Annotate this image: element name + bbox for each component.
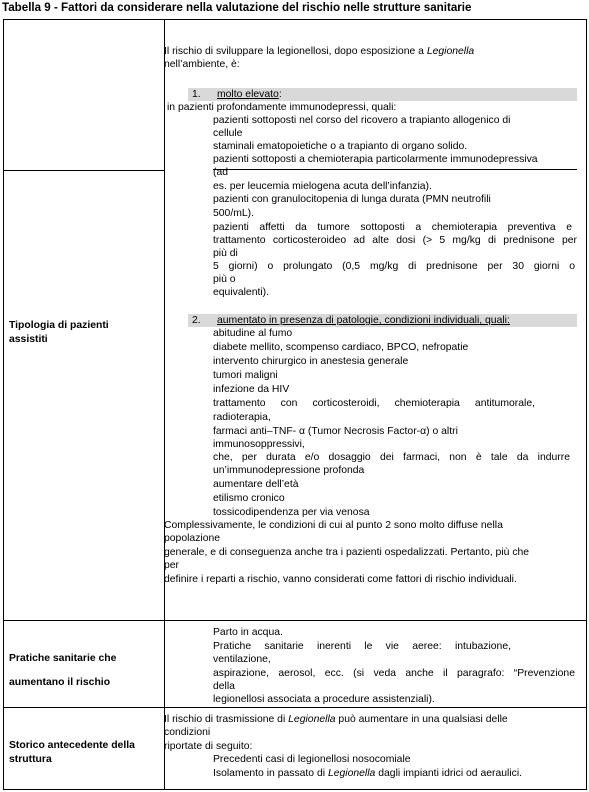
- list-item: che, per durata e/o dosaggio dei farmaci, non è tale da indurre: [213, 452, 570, 463]
- list-item: più di: [213, 248, 238, 259]
- list-item: es. per leucemia mielogena acuta dell’infanzia).: [213, 181, 432, 192]
- storico-intro-line3: riportate di seguito:: [164, 741, 253, 752]
- list-item: cellule: [213, 128, 243, 139]
- list-item: trattamento corticosteroideo ad alte dosi (> 5 mg/kg di prednisone per: [213, 235, 577, 246]
- list-item: (ad: [213, 167, 229, 178]
- list-item: tumori maligni: [213, 370, 278, 381]
- item1-lead: in pazienti profondamente immunodepressi, quali:: [167, 102, 397, 113]
- row-divider-2: [4, 707, 586, 708]
- item1-number: 1.: [192, 89, 201, 100]
- list-item: intervento chirurgico in anestesia generale: [213, 356, 409, 367]
- list-item: 500/mL).: [213, 208, 255, 219]
- list-item: Parto in acqua.: [213, 627, 283, 638]
- column-divider: [164, 20, 165, 789]
- item2-number: 2.: [192, 315, 201, 326]
- list-item: tossicodipendenza per via venosa: [213, 507, 370, 518]
- list-item: Precedenti casi di legionellosi nosocomiale: [213, 754, 411, 765]
- list-item: diabete mellito, scompenso cardiaco, BPCO, nefropatie: [213, 342, 469, 353]
- divider-rule: [213, 169, 577, 170]
- item1-heading: molto elevato:: [217, 89, 282, 100]
- row-label-storico: Storico antecedente della struttura: [9, 740, 135, 765]
- list-item: radioterapia,: [213, 412, 271, 423]
- list-item: abitudine al fumo: [213, 328, 293, 339]
- item2-heading: aumentato in presenza di patologie, condizioni individuali, quali:: [217, 315, 510, 326]
- list-item: pazienti sottoposti a chemioterapia particolarmente immunodepressiva: [213, 154, 538, 165]
- list-item: Isolamento in passato di Legionella dagli impianti idrici od aeraulici.: [213, 768, 523, 779]
- list-item: pazienti affetti da tumore sottoposti a chemioterapia preventiva e: [213, 222, 572, 233]
- closing-text: definire i reparti a rischio, vanno considerati come fattori di rischio individuali.: [164, 574, 517, 585]
- table-title: Tabella 9 - Fattori da considerare nella valutazione del rischio nelle strutture sanitarie: [2, 1, 472, 14]
- tipologia-intro-line2: nell’ambiente, è:: [164, 59, 240, 70]
- list-item: farmaci anti–TNF- α (Tumor Necrosis Factor-α) o altri: [213, 426, 458, 437]
- list-item: pazienti sottoposti nel corso del ricovero a trapianto allogenico di: [213, 115, 511, 126]
- list-item: equivalenti).: [213, 287, 270, 298]
- row-divider-1: [4, 620, 586, 621]
- row-label-tipologia: Tipologia di pazienti assistiti: [9, 320, 109, 345]
- list-item: trattamento con corticosteroidi, chemioterapia antitumorale,: [213, 398, 535, 409]
- closing-text: generale, e di conseguenza anche tra i pazienti ospedalizzati. Pertanto, più che: [164, 547, 530, 558]
- list-item: ventilazione,: [213, 654, 271, 665]
- list-item: un’immunodepressione profonda: [213, 465, 365, 476]
- list-item: immunosoppressivi,: [213, 439, 305, 450]
- row-divider-partial: [4, 170, 164, 171]
- list-item: legionellosi associata a procedure assistenziali).: [213, 694, 435, 705]
- list-item: Pratiche sanitarie inerenti le vie aeree: intubazione,: [213, 641, 511, 652]
- closing-text: per: [164, 560, 180, 571]
- list-item: più o: [213, 274, 236, 285]
- list-item: infezione da HIV: [213, 384, 290, 395]
- closing-text: Complessivamente, le condizioni di cui al punto 2 sono molto diffuse nella: [164, 520, 503, 531]
- list-item: aumentare dell’età: [213, 479, 299, 490]
- row-label-pratiche: Pratiche sanitarie che aumentano il rischio: [9, 653, 117, 688]
- list-item: aspirazione, aerosol, ecc. (si veda anche il paragrafo: “Prevenzione: [213, 668, 575, 679]
- storico-intro-line2: condizioni: [164, 727, 211, 738]
- list-item: della: [213, 681, 235, 692]
- list-item: 5 giorni) o prolungato (0,5 mg/kg di prednisone per 30 giorni o: [213, 261, 575, 272]
- storico-intro-line1: Il rischio di trasmissione di Legionella può aumentare in una qualsiasi delle: [164, 714, 508, 725]
- list-item: pazienti con granulocitopenia di lunga durata (PMN neutrofili: [213, 194, 491, 205]
- list-item: staminali ematopoietiche o a trapianto di organo solido.: [213, 141, 468, 152]
- list-item: etilismo cronico: [213, 493, 285, 504]
- tipologia-intro-line1: Il rischio di sviluppare la legionellosi, dopo esposizione a Legionella: [164, 46, 475, 57]
- closing-text: popolazione: [164, 533, 221, 544]
